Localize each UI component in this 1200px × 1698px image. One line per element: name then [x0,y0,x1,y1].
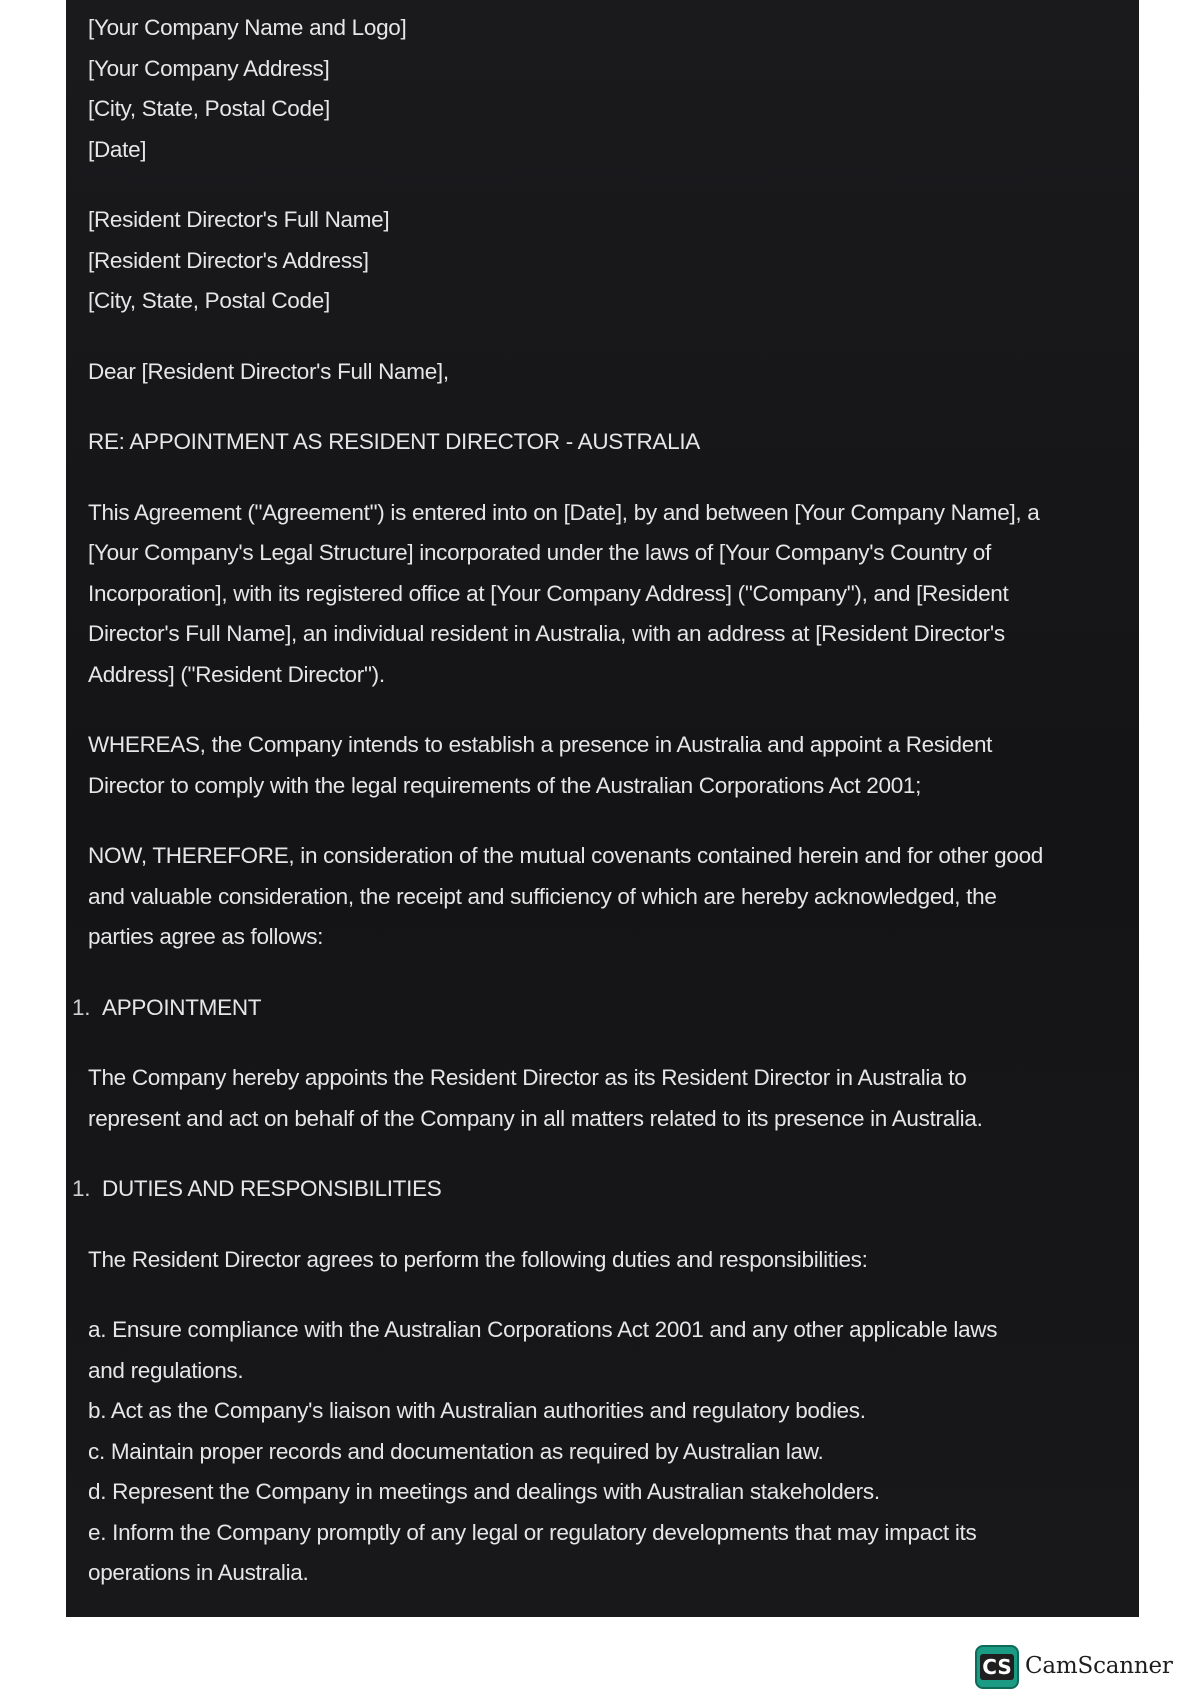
now-therefore-line: parties agree as follows: [88,924,324,949]
recipient-block [88,200,1099,322]
company-name-logo: [Your Company Name and Logo] [88,15,407,40]
recipient-name: [Resident Director's Full Name] [88,207,390,232]
appointment-line: The Company hereby appoints the Resident Director as its Resident Director in Australia to [88,1065,967,1090]
appointment-body [88,1058,1099,1139]
duties-intro: The Resident Director agrees to perform the following duties and responsibilities: [88,1246,868,1272]
duty-item: operations in Australia. [88,1560,309,1585]
recipient-city: [City, State, Postal Code] [88,288,330,313]
duties-list [88,1310,1099,1594]
duty-item: c. Maintain proper records and documentation as required by Australian law. [88,1438,824,1464]
appointment-line: represent and act on behalf of the Company in all matters related to its presence in Australia. [88,1105,983,1131]
intro-line: Address] ("Resident Director"). [88,661,385,687]
section-number: 1. [72,994,91,1020]
letter-date: [Date] [88,136,147,162]
now-therefore-line: NOW, THEREFORE, in consideration of the mutual covenants contained herein and for other good [88,843,1044,868]
salutation: Dear [Resident Director's Full Name], [88,358,449,384]
duty-item: d. Represent the Company in meetings and dealings with Australian stakeholders. [88,1479,880,1504]
duty-item: e. Inform the Company promptly of any legal or regulatory developments that may impact its [88,1519,977,1545]
company-address: [Your Company Address] [88,55,330,81]
recipient-address: [Resident Director's Address] [88,247,369,273]
intro-line: Director's Full Name], an individual resident in Australia, with an address at [Resident Director's [88,621,1005,646]
duty-item: a. Ensure compliance with the Australian Corporations Act 2001 and any other applicable laws [88,1317,998,1342]
subject-line: RE: APPOINTMENT AS RESIDENT DIRECTOR - AUSTRALIA [88,429,700,454]
whereas-line: WHEREAS, the Company intends to establish a presence in Australia and appoint a Resident [88,732,993,757]
duty-item: and regulations. [88,1357,244,1383]
intro-paragraph [88,493,1099,696]
camscanner-logo-icon [975,1645,1019,1689]
document-panel [66,0,1139,1617]
company-city: [City, State, Postal Code] [88,96,330,121]
intro-line: This Agreement ("Agreement") is entered into on [Date], by and between [Your Company Name], a [88,499,1040,525]
now-therefore-paragraph [88,836,1099,958]
sender-block [88,8,1099,170]
section-title: APPOINTMENT [102,994,262,1020]
whereas-paragraph [88,725,1099,806]
intro-line: [Your Company's Legal Structure] incorporated under the laws of [Your Company's Country of [88,540,991,565]
now-therefore-line: and valuable consideration, the receipt and sufficiency of which are hereby acknowledged, the [88,883,997,909]
duty-item: b. Act as the Company's liaison with Australian authorities and regulatory bodies. [88,1398,866,1423]
camscanner-brand: CamScanner [1025,1653,1173,1679]
section-heading-duties [72,1169,1099,1210]
intro-line: Incorporation], with its registered office at [Your Company Address] ("Company"), and [Resident [88,580,1009,606]
camscanner-logo-text: CS [982,1655,1012,1679]
whereas-line: Director to comply with the legal requirements of the Australian Corporations Act 2001; [88,772,922,798]
section-number: 1. [72,1176,91,1201]
section-title: DUTIES AND RESPONSIBILITIES [102,1176,442,1201]
section-heading-appointment [72,988,1099,1029]
